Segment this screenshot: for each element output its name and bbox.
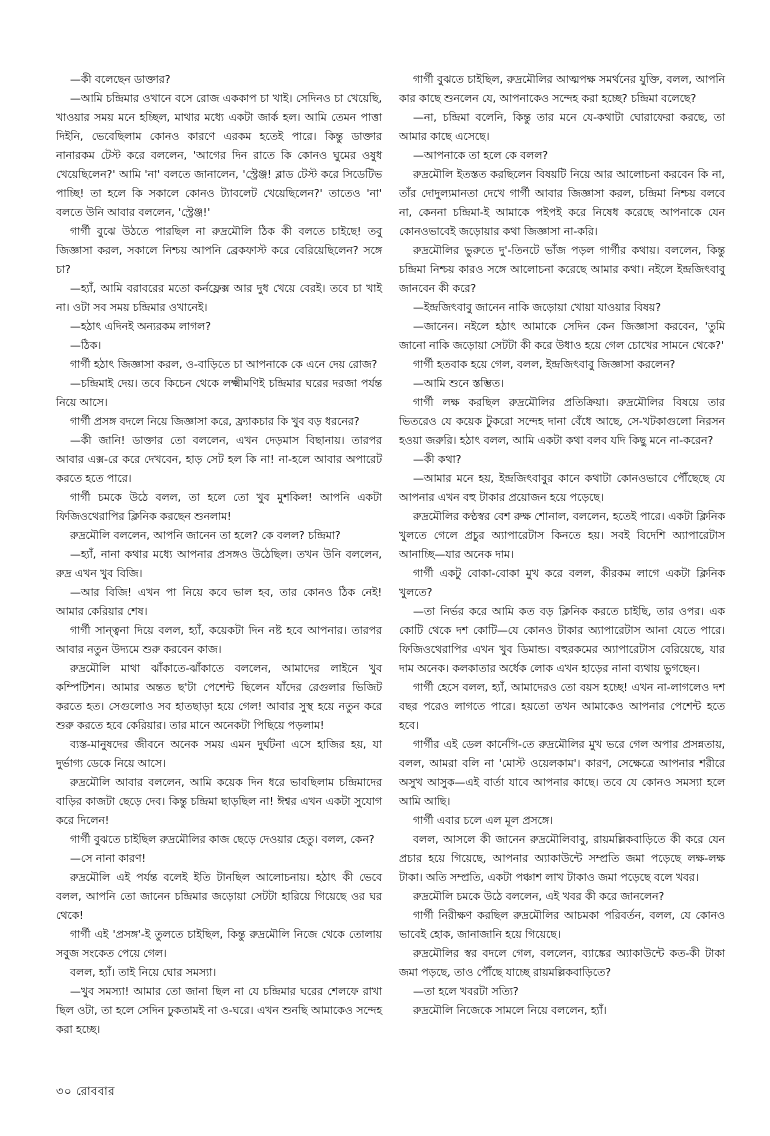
paragraph: গার্গী এই 'প্রসঙ্গ'-ই তুলতে চাইছিল, কিন্তু রুদ্রমৌলি নিজে থেকে তোলায় সবুজ সংকেত পেয়ে গেল। [56, 928, 382, 960]
paragraph: গার্গী একটু বোকা-বোকা মুখ করে বলল, কীরকম লাগে একটা ক্লিনিক খুলতে? [399, 567, 725, 599]
right-column [399, 70, 725, 1020]
paragraph: —খুব সমস্যা! আমার তো জানা ছিল না যে চন্দ্রিমার ঘরের শেলফে রাখা ছিল ওটা, তা হলে সেদিন ঢুকতামই না ও-ঘরে। এখন শুনছি আমাকেও সন্দেহ করা হচ্ছে। [56, 985, 382, 1036]
paragraph: রুদ্রমৌলি মাথা ঝাঁকাতে-ঝাঁকাতে বললেন, আমাদের লাইনে খুব কম্পিটিশন। আমার অন্তত ছ'টা পেশেন্ট ছিলেন যাঁদের রেগুলার ভিজিট করতে হত। সেগুলোও সব হাতছাড়া হয়ে গেল! আবার সুস্থ হয়ে নতুন করে শুরু করতে হবে কেরিয়ার। তার মানে অনেকটা পিছিয়ে পড়লাম! [56, 662, 382, 732]
paragraph: —হঠাৎ এদিনই অন্যরকম লাগল? [70, 320, 211, 333]
paragraph: —না, চন্দ্রিমা বলেনি, কিন্তু তার মনে যে-কথাটা ঘোরাফেরা করছে, তা আমার কাছে এসেছে। [399, 111, 725, 143]
paragraph: ব্যস্ত-মানুষদের জীবনে অনেক সময় এমন দুর্ঘটনা এসে হাজির হয়, যা দুর্ভাগ্য ডেকে নিয়ে আসে। [56, 738, 382, 770]
paragraph: —চন্দ্রিমাই দেয়। তবে কিচেন থেকে লক্ষ্মীমণিই চন্দ্রিমার ঘরের দরজা পর্যন্ত নিয়ে আসে। [56, 377, 382, 409]
paragraph: গার্গী এবার চলে এল মূল প্রসঙ্গে। [413, 814, 553, 827]
paragraph: গার্গী চমকে উঠে বলল, তা হলে তো খুব মুশকিল! আপনি একটা ফিজিওথেরাপির ক্লিনিক করছেন শুনলাম! [56, 491, 382, 523]
paragraph: গার্গী বুঝতে চাইছিল, রুদ্রমৌলির আত্মপক্ষ সমর্থনের যুক্তি, বলল, আপনি কার কাছে শুনলেন যে, আপনাকেও সন্দেহ করা হচ্ছে? চন্দ্রিমা বলেছে? [399, 73, 725, 105]
page-folio: ৩০ রোববার [56, 1084, 115, 1098]
left-column [56, 70, 382, 1039]
paragraph: —আর বিজি! এখন পা নিয়ে কবে ভাল হব, তার কোনও ঠিক নেই! আমার কেরিয়ার শেষ। [56, 586, 382, 618]
paragraph: বলল, হ্যাঁ। তাই নিয়ে ঘোর সমস্যা। [70, 966, 217, 979]
paragraph: গার্গীর এই ডেল কার্নেগি-তে রুদ্রমৌলির মুখ ভরে গেল অপার প্রসন্নতায়, বলল, আমরা বলি না 'মোস্ট ওয়েলকাম'। কারণ, সেক্ষেত্রে আপনার শরীরে অসুখ আসুক—এই বার্তা যাবে আপনার কাছে। তবে যে কোনও সমস্যা হলে আমি আছি। [399, 738, 725, 808]
paragraph: বলল, আসলে কী জানেন রুদ্রমৌলিবাবু, রায়মল্লিকবাড়িতে কী করে যেন প্রচার হয়ে গিয়েছে, আপনার অ্যাকাউন্টে সম্প্রতি জমা পড়েছে লক্ষ-লক্ষ টাকা। অতি সম্প্রতি, একটা পঞ্চাশ লাখ টাকাও জমা পড়েছে বলে খবর। [399, 833, 725, 884]
paragraph: রুদ্রমৌলির স্বর বদলে গেল, বললেন, ব্যাঙ্কের অ্যাকাউন্টে কত-কী টাকা জমা পড়ছে, তাও পৌঁছে যাচ্ছে রায়মল্লিকবাড়িতে? [399, 947, 725, 979]
paragraph: রুদ্রমৌলি বললেন, আপনি জানেন তা হলে? কে বলল? চন্দ্রিমা? [70, 529, 341, 542]
paragraph: রুদ্রমৌলি ইতস্তত করছিলেন বিষয়টি নিয়ে আর আলোচনা করবেন কি না, তাঁর দোদুল্যমানতা দেখে গার্গী আবার জিজ্ঞাসা করল, চন্দ্রিমা নিশ্চয় বলবে না, কেননা চন্দ্রিমা-ই আমাকে পইপই করে নিষেধ করেছে আপনাকে যেন কোনওভাবেই জড়োয়ার কথা জিজ্ঞাসা না-করি। [399, 168, 725, 238]
paragraph: গার্গী হতবাক হয়ে গেল, বলল, ইন্দ্রজিৎবাবু জিজ্ঞাসা করলেন? [413, 358, 676, 371]
paragraph: —ঠিক। [70, 339, 102, 352]
paragraph: গার্গী লক্ষ করছিল রুদ্রমৌলির প্রতিক্রিয়া। রুদ্রমৌলির বিষয়ে তার ভিতরেও যে কয়েক টুকরো সন্দেহ দানা বেঁধে আছে, সে-খটকাগুলো নিরসন হওয়া জরুরি। হঠাৎ বলল, আমি একটা কথা বলব যদি কিছু মনে না-করেন? [399, 396, 725, 447]
paragraph: —হ্যাঁ, আমি বরাবরের মতো কর্নফ্লেক্স আর দুধ খেয়ে বেরই। তবে চা খাই না। ওটা সব সময় চন্দ্রিমার ওখানেই। [56, 282, 382, 314]
paragraph: রুদ্রমৌলির কণ্ঠস্বর বেশ রুক্ষ শোনাল, বললেন, হতেই পারে। একটা ক্লিনিক খুলতে গেলে প্রচুর অ্যাপারেটাস কিনতে হয়। সবই বিদেশি অ্যাপারেটাস আনাচ্ছি—যার অনেক দাম। [399, 510, 725, 561]
paragraph: —তা নির্ভর করে আমি কত বড় ক্লিনিক করতে চাইছি, তার ওপর। এক কোটি থেকে দশ কোটি—যে কোনও টাকার অ্যাপারেটাস আনা যেতে পারে। ফিজিওথেরাপির এখন খুব ডিমান্ড। বহুরকমের অ্যাপারেটাস বেরিয়েছে, যার দাম অনেক। কলকাতার অর্ধেক লোক এখন হাড়ের নানা ব্যথায় ভুগছেন। [399, 605, 725, 675]
paragraph: —কী জানি! ডাক্তার তো বললেন, এখন দেড়মাস বিছানায়। তারপর আবার এক্স-রে করে দেখবেন, হাড় সেট হল কি না! না-হলে আবার অপারেট করতে হতে পারে। [56, 434, 382, 485]
paragraph: —আপনাকে তা হলে কে বলল? [413, 149, 548, 162]
paragraph: —আমি চন্দ্রিমার ওখানে বসে রোজ এককাপ চা খাই। সেদিনও চা খেয়েছি, খাওয়ার সময় মনে হচ্ছিল, মাথার মধ্যে একটা জার্ক হল। আমি তেমন পাত্তা দিইনি, ভেবেছিলাম কোনও কারণে এরকম হতেই পারে। কিন্তু ডাক্তার নানারকম টেস্ট করে বললেন, 'আগের দিন রাতে কি কোনও ঘুমের ওষুধ খেয়েছিলেন?' আমি 'না' বলতে জানালেন, 'স্ট্রেঞ্জ! ব্লাড টেস্ট করে সিডেটিভ পাচ্ছি! তা হলে কি সকালে কোনও ট্যাবলেট খেয়েছিলেন?' তাতেও 'না' বলতে উনি আবার বললেন, 'স্ট্রেঞ্জ!' [56, 92, 382, 219]
paragraph: গার্গী সান্ত্বনা দিয়ে বলল, হ্যাঁ, কয়েকটা দিন নষ্ট হবে আপনার। তারপর আবার নতুন উদ্যমে শুরু করবেন কাজ। [56, 624, 382, 656]
paragraph: রুদ্রমৌলি নিজেকে সামলে নিয়ে বললেন, হ্যাঁ। [413, 1004, 607, 1017]
paragraph: —আমার মনে হয়, ইন্দ্রজিৎবাবুর কানে কথাটা কোনওভাবে পৌঁছেছে যে আপনার এখন বহু টাকার প্রয়োজন হয়ে পড়েছে। [399, 472, 725, 504]
paragraph: —জানেন। নইলে হঠাৎ আমাকে সেদিন কেন জিজ্ঞাসা করবেন, 'তুমি জানো নাকি জড়োয়া সেটটা কী করে উধাও হয়ে গেল চোখের সামনে থেকে?' [399, 320, 725, 352]
paragraph: গার্গী হেসে বলল, হ্যাঁ, আমাদেরও তো বয়স হচ্ছে! এখন না-লাগলেও দশ বছর পরেও লাগতে পারে। হয়তো তখন আমাকেও আপনার পেশেন্ট হতে হবে। [399, 681, 725, 732]
paragraph: গার্গী বুঝতে চাইছিল রুদ্রমৌলির কাজ ছেড়ে দেওয়ার হেতু। বলল, কেন? [70, 833, 375, 846]
paragraph: গার্গী হঠাৎ জিজ্ঞাসা করল, ও-বাড়িতে চা আপনাকে কে এনে দেয় রোজ? [70, 358, 378, 371]
paragraph: —হ্যাঁ, নানা কথার মধ্যে আপনার প্রসঙ্গও উঠেছিল। তখন উনি বললেন, রুদ্র এখন খুব বিজি। [56, 548, 382, 580]
paragraph: —তা হলে খবরটা সত্যি? [413, 985, 519, 998]
paragraph: রুদ্রমৌলি এই পর্যন্ত বলেই ইতি টানছিল আলোচনায়। হঠাৎ কী ভেবে বলল, আপনি তো জানেন চন্দ্রিমার জড়োয়া সেটটা হারিয়ে গিয়েছে ওর ঘর থেকে! [56, 871, 382, 922]
paragraph: —আমি শুনে স্তম্ভিত। [413, 377, 504, 390]
paragraph: রুদ্রমৌলির ভুরুতে দু'-তিনটে ভাঁজ পড়ল গার্গীর কথায়। বললেন, কিন্তু চন্দ্রিমা নিশ্চয় কারও সঙ্গে আলোচনা করেছে আমার কথা। নইলে ইন্দ্রজিৎবাবু জানবেন কী করে? [399, 244, 725, 295]
paragraph: —কী কথা? [413, 453, 462, 466]
paragraph: রুদ্রমৌলি আবার বললেন, আমি কয়েক দিন ধরে ভাবছিলাম চন্দ্রিমাদের বাড়ির কাজটা ছেড়ে দেব। কিন্তু চন্দ্রিমা ছাড়ছিল না! ঈশ্বর এখন একটা সুযোগ করে দিলেন! [56, 776, 382, 827]
paragraph: —কী বলেছেন ডাক্তার? [70, 73, 171, 86]
paragraph: গার্গী বুঝে উঠতে পারছিল না রুদ্রমৌলি ঠিক কী বলতে চাইছে! তবু জিজ্ঞাসা করল, সকালে নিশ্চয় আপনি ব্রেকফাস্ট করে বেরিয়েছিলেন? সঙ্গে চা? [56, 225, 382, 276]
paragraph: রুদ্রমৌলি চমকে উঠে বললেন, এই খবর কী করে জানলেন? [413, 890, 665, 903]
paragraph: গার্গী প্রসঙ্গ বদলে নিয়ে জিজ্ঞাসা করে, ফ্র্যাকচার কি খুব বড় ধরনের? [70, 415, 360, 428]
paragraph: —ইন্দ্রজিৎবাবু জানেন নাকি জড়োয়া খোয়া যাওয়ার বিষয়? [413, 301, 661, 314]
paragraph: গার্গী নিরীক্ষণ করছিল রুদ্রমৌলির আচমকা পরিবর্তন, বলল, যে কোনও ভাবেই হোক, জানাজানি হয়ে গিয়েছে। [399, 909, 725, 941]
paragraph: —সে নানা কারণ! [70, 852, 146, 865]
